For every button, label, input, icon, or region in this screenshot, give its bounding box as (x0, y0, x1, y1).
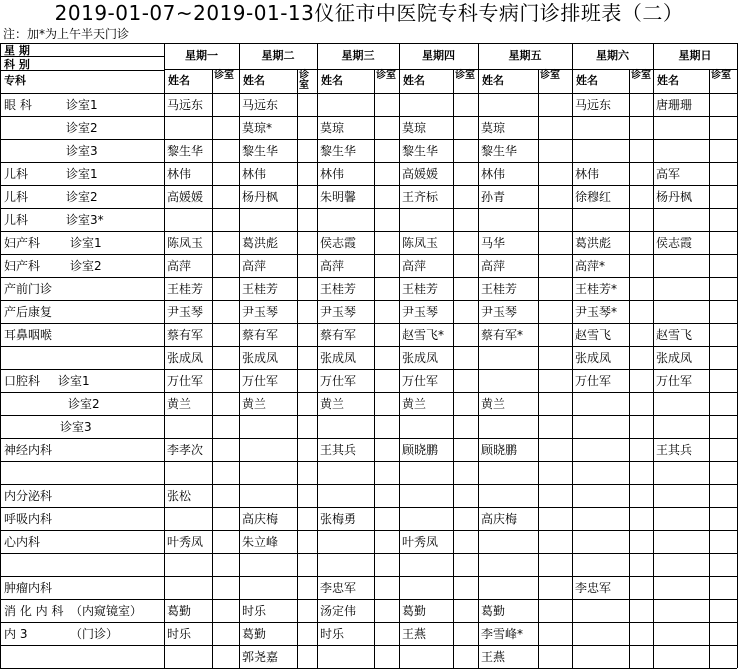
doctor-name: 赵雪飞 (656, 328, 693, 342)
doctor-name: 黄兰 (402, 397, 427, 411)
doctor-name: 李孝次 (167, 443, 204, 457)
doctor-name: 王桂芳 (167, 282, 204, 296)
doctor-name: 马远东 (242, 98, 279, 112)
doctor-name: 黎生华 (320, 144, 357, 158)
clinic-room: 诊室2 (66, 190, 98, 204)
doctor-name: 尹玉琴 (320, 305, 357, 319)
day-header-4: 星期四 (422, 49, 455, 62)
doctor-name: 王桂芳* (575, 282, 618, 296)
name-column-header: 姓名 (321, 74, 343, 87)
doctor-name: 朱立峰 (242, 535, 279, 549)
doctor-name: 葛洪彪 (242, 236, 279, 250)
corner-category-label: 科 别 (4, 58, 30, 71)
department-name: 耳鼻咽喉 (4, 328, 53, 342)
doctor-name: 高萍* (575, 259, 606, 273)
doctor-name: 赵雪飞 (575, 328, 612, 342)
clinic-room: 诊室3 (66, 144, 98, 158)
doctor-name: 叶秀凤 (167, 535, 204, 549)
doctor-name: 侯志霞 (320, 236, 357, 250)
doctor-name: 高庆梅 (481, 512, 518, 526)
room-column-header: 诊室 (540, 70, 560, 81)
doctor-name: 王燕 (402, 627, 427, 641)
doctor-name: 汤定伟 (320, 604, 357, 618)
doctor-name: 黄兰 (481, 397, 506, 411)
doctor-name: 葛洪彪 (575, 236, 612, 250)
doctor-name: 高萍 (320, 259, 345, 273)
department-name: 产前门诊 (4, 282, 53, 296)
department-name: 神经内科 (4, 443, 53, 457)
doctor-name: 蔡有军* (481, 328, 524, 342)
day-header-3: 星期三 (341, 49, 375, 62)
doctor-name: 张成凤 (242, 351, 279, 365)
doctor-name: 张松 (167, 489, 192, 503)
room-column-header: 诊室 (376, 70, 396, 81)
room-column-header: 诊室 (455, 70, 475, 81)
doctor-name: 时乐 (320, 627, 345, 641)
day-header-6: 星期六 (596, 49, 629, 62)
department-name: 儿科 (4, 167, 29, 181)
department-name: 儿科 (4, 190, 29, 204)
name-column-header: 姓名 (168, 74, 190, 87)
doctor-name: 高萍 (167, 259, 192, 273)
room-column-header: 诊室 (711, 70, 731, 81)
clinic-room: （门诊） (70, 627, 119, 641)
doctor-name: 王桂芳 (242, 282, 279, 296)
doctor-name: 郭尧嘉 (242, 650, 279, 664)
department-name: 口腔科 (4, 374, 41, 388)
room-column-header: 诊室 (214, 70, 234, 81)
name-column-header: 姓名 (657, 74, 679, 87)
day-header-2: 星期二 (261, 49, 295, 62)
doctor-name: 徐穆红 (575, 190, 612, 204)
doctor-name: 张成凤 (320, 351, 357, 365)
doctor-name: 林伟 (242, 167, 267, 181)
doctor-name: 蔡有军 (242, 328, 279, 342)
clinic-room: 诊室3* (66, 213, 104, 227)
doctor-name: 黎生华 (481, 144, 518, 158)
name-column-header: 姓名 (482, 74, 504, 87)
doctor-name: 高萍 (481, 259, 506, 273)
doctor-name: 张成凤 (402, 351, 439, 365)
doctor-name: 尹玉琴 (167, 305, 204, 319)
doctor-name: 莫琼 (402, 121, 427, 135)
clinic-room: 诊室1 (58, 374, 90, 388)
department-name: 妇产科 (4, 236, 41, 250)
doctor-name: 马远东 (167, 98, 204, 112)
doctor-name: 莫琼 (320, 121, 345, 135)
doctor-name: 顾晓鹏 (402, 443, 439, 457)
department-name: 产后康复 (4, 305, 53, 319)
name-column-header: 姓名 (403, 74, 425, 87)
doctor-name: 葛勤 (242, 627, 267, 641)
half-day-note: 注：加*为上午半天门诊 (3, 27, 130, 41)
doctor-name: 万仕军 (320, 374, 357, 388)
doctor-name: 高媛媛 (402, 167, 439, 181)
doctor-name: 王桂芳 (320, 282, 357, 296)
doctor-name: 马远东 (575, 98, 612, 112)
doctor-name: 万仕军 (656, 374, 693, 388)
clinic-room: 诊室2 (68, 397, 100, 411)
doctor-name: 黎生华 (402, 144, 439, 158)
doctor-name: 黄兰 (167, 397, 192, 411)
department-name: 内分泌科 (4, 489, 53, 503)
clinic-room: 诊室2 (66, 121, 98, 135)
doctor-name: 黎生华 (242, 144, 279, 158)
doctor-name: 高媛媛 (167, 190, 204, 204)
doctor-name: 张成凤 (575, 351, 612, 365)
doctor-name: 顾晓鹏 (481, 443, 518, 457)
department-name: 儿科 (4, 213, 29, 227)
doctor-name: 王其兵 (656, 443, 693, 457)
clinic-room: （内窥镜室） (70, 604, 143, 618)
clinic-room: 诊室1 (70, 236, 102, 250)
doctor-name: 陈凤玉 (167, 236, 204, 250)
name-column-header: 姓名 (576, 74, 598, 87)
doctor-name: 高庆梅 (242, 512, 279, 526)
doctor-name: 林伟 (320, 167, 345, 181)
doctor-name: 万仕军 (242, 374, 279, 388)
clinic-room: 诊室2 (70, 259, 102, 273)
doctor-name: 高萍 (242, 259, 267, 273)
doctor-name: 杨丹枫 (242, 190, 279, 204)
doctor-name: 孙青 (481, 190, 506, 204)
clinic-room: 诊室1 (66, 98, 98, 112)
doctor-name: 叶秀凤 (402, 535, 439, 549)
doctor-name: 万仕军 (575, 374, 612, 388)
doctor-name: 高军 (656, 167, 681, 181)
doctor-name: 林伟 (167, 167, 192, 181)
doctor-name: 张成凤 (656, 351, 693, 365)
doctor-name: 李忠军 (320, 581, 357, 595)
doctor-name: 唐珊珊 (656, 98, 693, 112)
doctor-name: 王燕 (481, 650, 506, 664)
doctor-name: 陈凤玉 (402, 236, 439, 250)
doctor-name: 时乐 (167, 627, 192, 641)
schedule-title: 2019-01-07~2019-01-13仪征市中医院专科专病门诊排班表（二） (54, 1, 684, 25)
doctor-name: 王其兵 (320, 443, 357, 457)
doctor-name: 侯志霞 (656, 236, 693, 250)
doctor-name: 王齐标 (402, 190, 439, 204)
doctor-name: 李忠军 (575, 581, 612, 595)
doctor-name: 时乐 (242, 604, 267, 618)
department-name: 妇产科 (4, 259, 41, 273)
doctor-name: 葛勤 (481, 604, 506, 618)
department-name: 眼 科 (4, 98, 32, 112)
day-header-1: 星期一 (185, 49, 218, 62)
room-column-header: 诊室 (631, 70, 651, 81)
doctor-name: 万仕军 (402, 374, 439, 388)
doctor-name: 张成凤 (167, 351, 204, 365)
doctor-name: 葛勤 (167, 604, 192, 618)
doctor-name: 杨丹枫 (656, 190, 693, 204)
day-header-7: 星期日 (678, 49, 712, 62)
doctor-name: 蔡有军 (320, 328, 357, 342)
department-name: 消 化 内 科 (4, 604, 64, 618)
department-name: 肿瘤内科 (4, 581, 53, 595)
name-column-header: 姓名 (243, 74, 265, 87)
doctor-name: 莫琼 (481, 121, 506, 135)
doctor-name: 蔡有军 (167, 328, 204, 342)
corner-specialty-label: 专科 (4, 74, 26, 87)
doctor-name: 林伟 (575, 167, 600, 181)
doctor-name: 尹玉琴 (402, 305, 439, 319)
day-header-5: 星期五 (508, 49, 542, 62)
clinic-room: 诊室1 (66, 167, 98, 181)
department-name: 内 3 (4, 627, 28, 641)
doctor-name: 黄兰 (242, 397, 267, 411)
department-name: 呼吸内科 (4, 512, 53, 526)
doctor-name: 王桂芳 (481, 282, 518, 296)
doctor-name: 李雪峰* (481, 627, 524, 641)
doctor-name: 黄兰 (320, 397, 345, 411)
doctor-name: 朱明馨 (320, 190, 357, 204)
doctor-name: 万仕军 (167, 374, 204, 388)
doctor-name: 尹玉琴 (481, 305, 518, 319)
doctor-name: 赵雪飞* (402, 328, 445, 342)
clinic-room: 诊室3 (60, 420, 92, 434)
department-name: 心内科 (4, 535, 41, 549)
doctor-name: 黎生华 (167, 144, 204, 158)
doctor-name: 张梅勇 (320, 512, 357, 526)
doctor-name: 马华 (481, 236, 506, 250)
doctor-name: 葛勤 (402, 604, 427, 618)
doctor-name: 莫琼* (242, 121, 273, 135)
doctor-name: 王桂芳 (402, 282, 439, 296)
doctor-name: 尹玉琴 (242, 305, 279, 319)
doctor-name: 高萍 (402, 259, 427, 273)
corner-week-label: 星 期 (4, 44, 30, 57)
doctor-name: 尹玉琴* (575, 305, 618, 319)
doctor-name: 林伟 (481, 167, 506, 181)
room-column-header: 诊室 (299, 70, 309, 91)
